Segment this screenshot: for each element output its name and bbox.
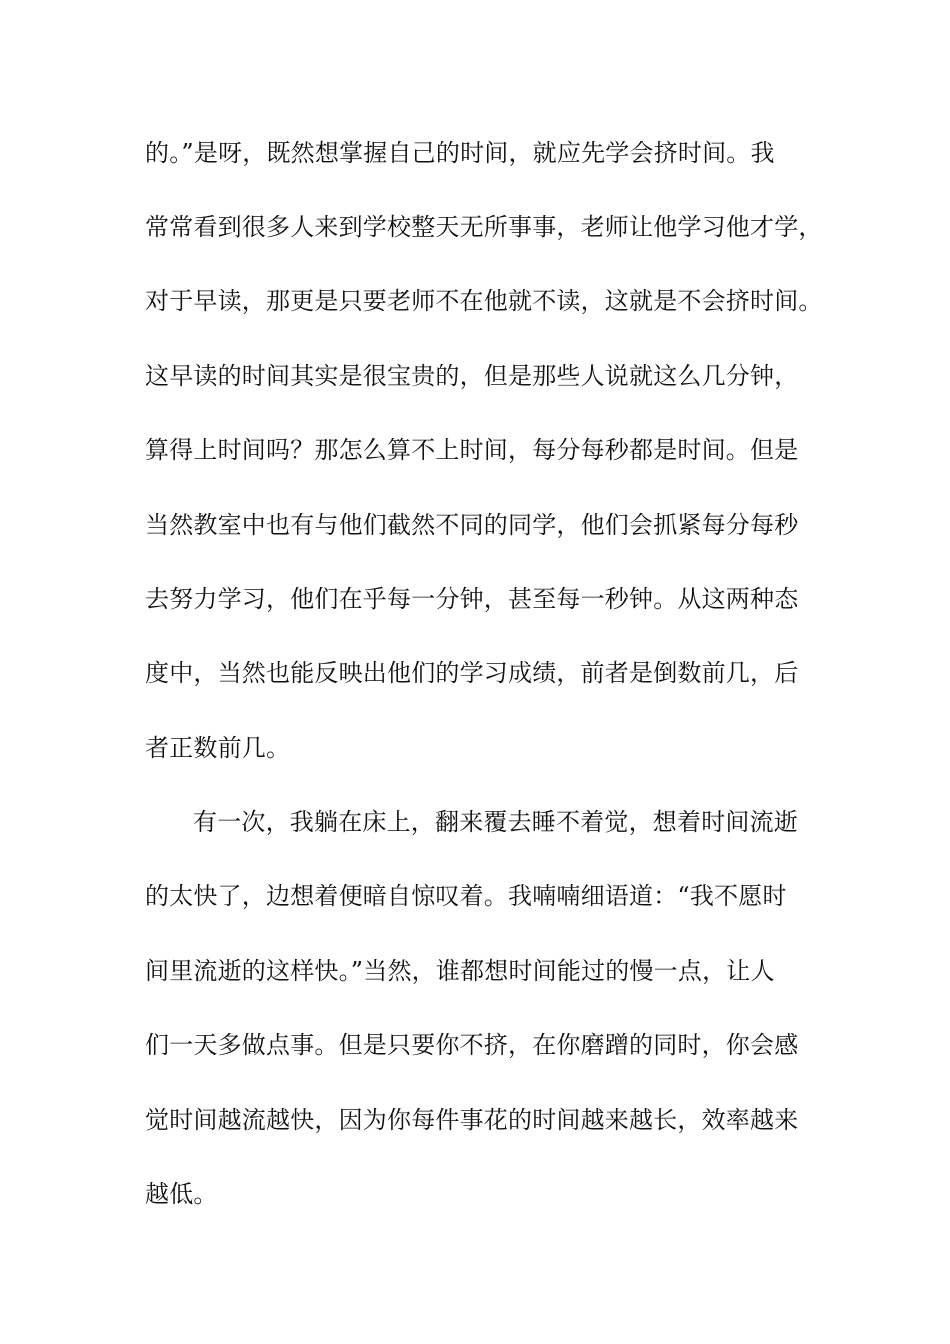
paragraph-2-line-1: 有一次，我躺在床上，翻来覆去睡不着觉，想着时间流逝 <box>193 808 798 836</box>
paragraph-2-line-4: 们一天多做点事。但是只要你不挤，在你磨蹭的同时，你会感 <box>145 1031 799 1059</box>
paragraph-1-line-4: 这早读的时间其实是很宝贵的，但是那些人说就这么几分钟， <box>145 362 799 390</box>
paragraph-2-line-6: 越低。 <box>145 1180 218 1208</box>
paragraph-2-line-3: 间里流逝的这样快。”当然，谁都想时间能过的慢一点，让人 <box>145 957 775 985</box>
paragraph-1-line-1: 的。”是呀，既然想掌握自己的时间，就应先学会挤时间。我 <box>145 139 775 167</box>
paragraph-1-line-6: 当然教室中也有与他们截然不同的同学，他们会抓紧每分每秒 <box>145 511 799 539</box>
paragraph-1-line-7: 去努力学习，他们在乎每一分钟，甚至每一秒钟。从这两种态 <box>145 585 799 613</box>
paragraph-1-line-2: 常常看到很多人来到学校整天无所事事，老师让他学习他才学， <box>145 213 823 241</box>
paragraph-1-line-5: 算得上时间吗？那怎么算不上时间，每分每秒都是时间。但是 <box>145 436 799 464</box>
paragraph-2-line-2: 的太快了，边想着便暗自惊叹着。我喃喃细语道：“我不愿时 <box>145 882 787 910</box>
paragraph-1-line-3: 对于早读，那更是只要老师不在他就不读，这就是不会挤时间。 <box>145 287 823 315</box>
paragraph-1-line-8: 度中，当然也能反映出他们的学习成绩，前者是倒数前几，后 <box>145 659 799 687</box>
paragraph-2-line-5: 觉时间越流越快，因为你每件事花的时间越来越长，效率越来 <box>145 1106 799 1134</box>
paragraph-1-line-9: 者正数前几。 <box>145 734 291 762</box>
